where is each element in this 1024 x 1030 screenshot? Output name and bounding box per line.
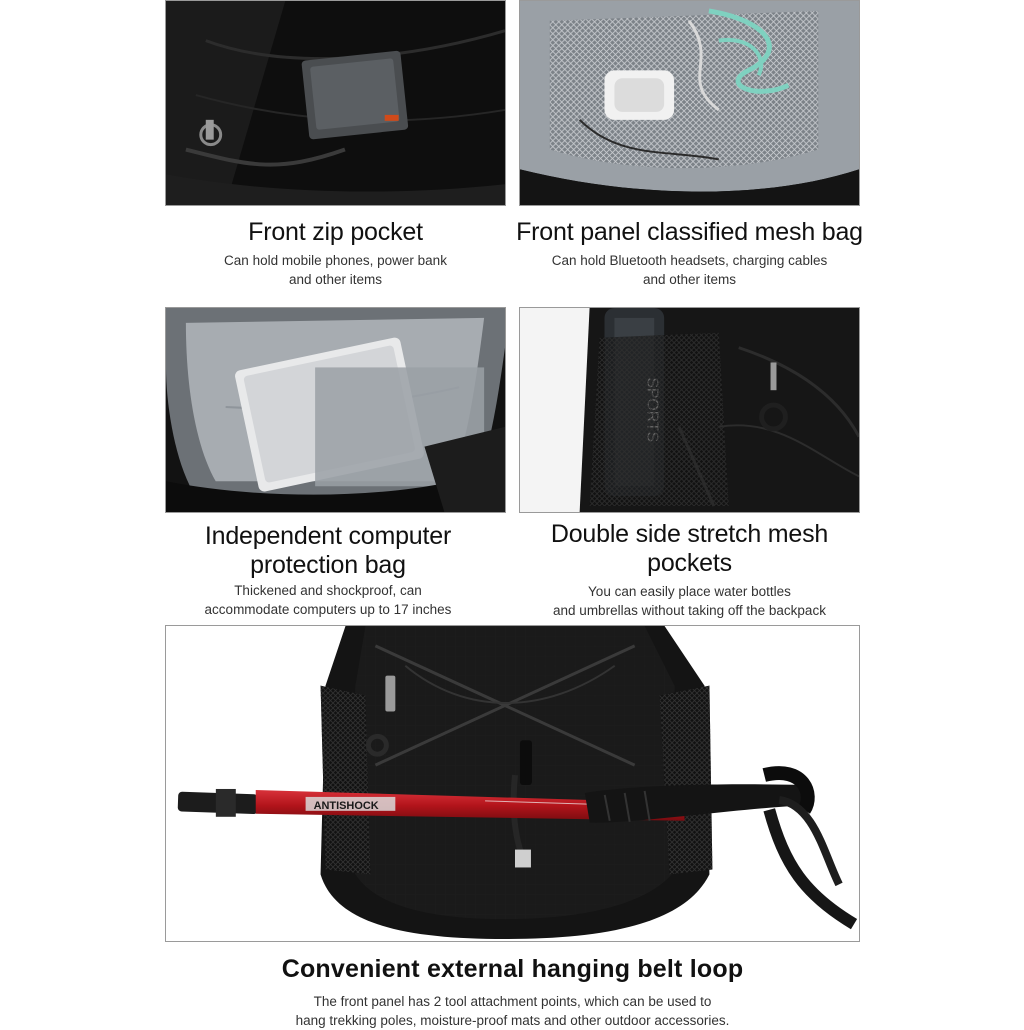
feature-description: Thickened and shockproof, can accommodate computers up to 17 inches (204, 583, 452, 617)
feature-description: Can hold mobile phones, power bank and other items (224, 253, 447, 287)
feature-description: The front panel has 2 tool attachment points, which can be used to hang trekking poles, moisture-proof mats and other outdoor accessories. (295, 994, 730, 1028)
feature-description: You can easily place water bottles and umbrellas without taking off the backpack (553, 584, 826, 618)
feature-caption-2 (509, 218, 870, 289)
feature-title: Front panel classified mesh bag (516, 218, 863, 246)
side-mesh-pockets-photo (519, 307, 860, 513)
feature-description: Can hold Bluetooth headsets, charging cables and other items (551, 253, 828, 287)
feature-caption-5 (165, 955, 860, 1030)
feature-title: Front zip pocket (248, 218, 423, 246)
computer-protection-bag-photo (165, 307, 506, 513)
feature-caption-3 (165, 522, 491, 619)
hanging-belt-loop-photo (165, 625, 860, 942)
feature-title: Double side stretch mesh pockets (550, 520, 829, 577)
feature-title: Independent computer protection bag (204, 522, 452, 579)
pole-brand-text: ANTISHOCK (313, 799, 379, 812)
feature-title: Convenient external hanging belt loop (281, 955, 744, 983)
front-panel-mesh-bag-photo (519, 0, 860, 206)
feature-caption-4 (509, 520, 870, 620)
front-zip-pocket-photo (165, 0, 506, 206)
feature-caption-1 (165, 218, 506, 289)
